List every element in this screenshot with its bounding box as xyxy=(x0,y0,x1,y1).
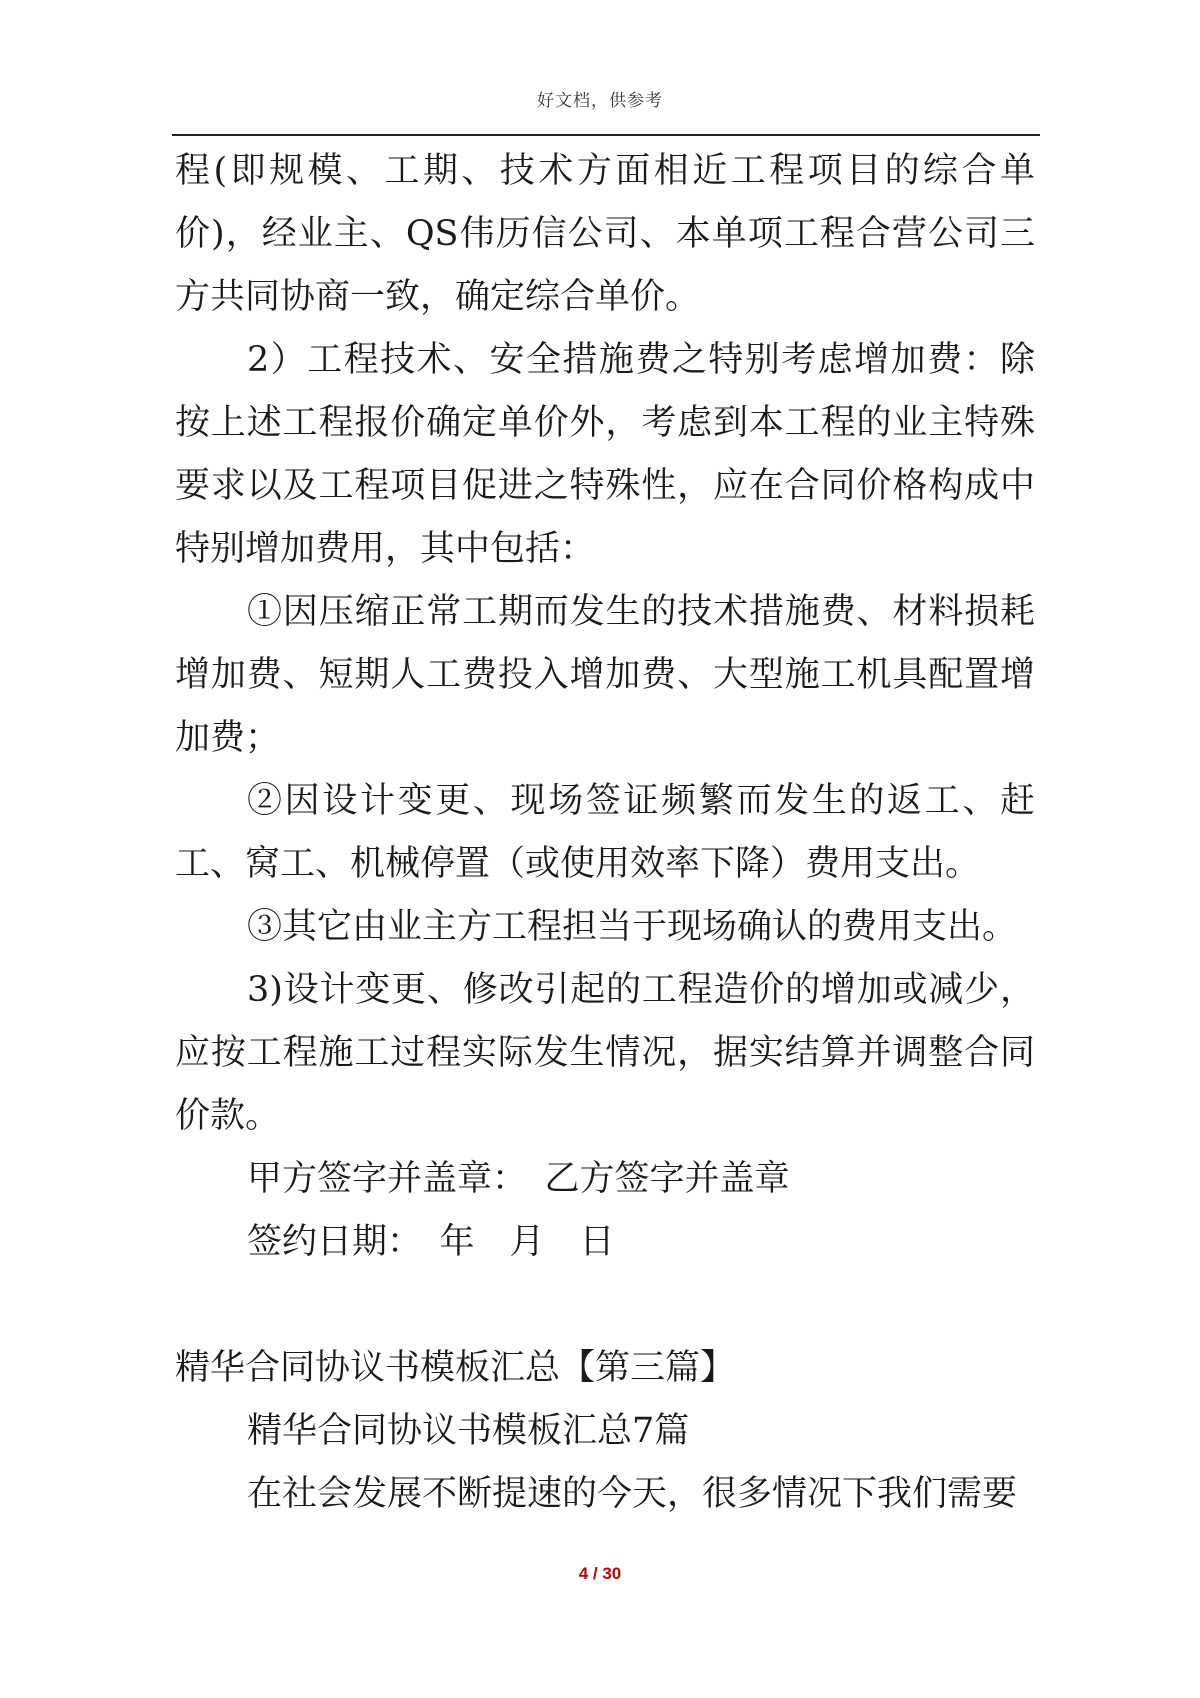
paragraph-special-fees: 2）工程技术、安全措施费之特别考虑增加费：除按上述工程报价确定单价外，考虑到本工程的业主特殊要求以及工程项目促进之特殊性，应在合同价格构成中特别增加费用，其中包括： xyxy=(175,340,1035,569)
paragraph-composite-price: 程(即规模、工期、技术方面相近工程项目的综合单价)，经业主、QS伟历信公司、本单项工程合营公司三方共同协商一致，确定综合单价。 xyxy=(175,151,1035,317)
list-item-schedule-compression: ①因压缩正常工期而发生的技术措施费、材料损耗增加费、短期人工费投入增加费、大型施工机具配置增加费； xyxy=(175,592,1035,758)
sign-date-line: 签约日期： 年 月 日 xyxy=(247,1222,615,1262)
section-title: 精华合同协议书模板汇总【第三篇】 xyxy=(175,1348,736,1388)
blank-spacer xyxy=(175,1274,1035,1337)
document-body xyxy=(175,140,1035,1526)
page-number: 4 / 30 xyxy=(578,1564,622,1583)
paragraph-intro: 在社会发展不断提速的今天，很多情况下我们需要 xyxy=(247,1474,1018,1514)
list-item-design-changes: ②因设计变更、现场签证频繁而发生的返工、赶工、窝工、机械停置（或使用效率下降）费用支出。 xyxy=(175,781,1035,884)
header-text: 好文档，供参考 xyxy=(537,91,663,111)
section-subtitle: 精华合同协议书模板汇总7篇 xyxy=(247,1411,690,1451)
signature-line: 甲方签字并盖章： 乙方签字并盖章 xyxy=(247,1159,790,1199)
paragraph-design-change-settlement: 3)设计变更、修改引起的工程造价的增加或减少，应按工程施工过程实际发生情况，据实结算并调整合同价款。 xyxy=(175,970,1035,1136)
header-divider xyxy=(172,134,1040,136)
list-item-other-costs: ③其它由业主方工程担当于现场确认的费用支出。 xyxy=(247,907,1018,947)
